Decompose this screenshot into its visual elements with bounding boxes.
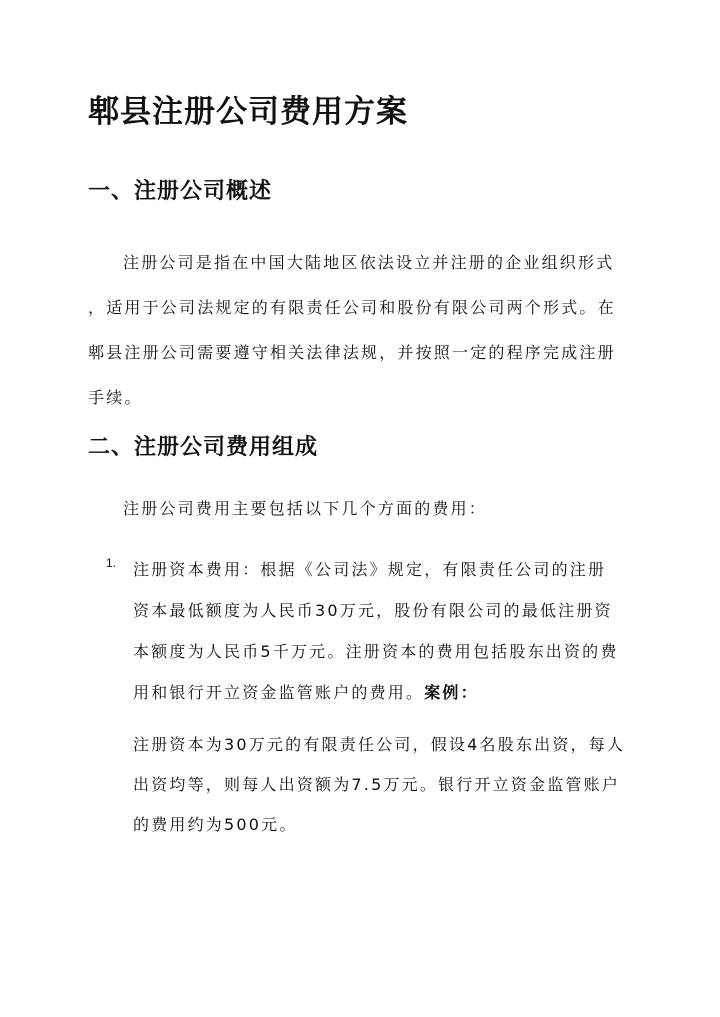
- list-line: 资本最低额度为人民币30万元，股份有限公司的最低注册资: [133, 601, 613, 620]
- document-title: 郫县注册公司费用方案: [88, 94, 408, 130]
- list-line-with-case: [133, 672, 619, 713]
- section-heading-overview: 一、注册公司概述: [88, 178, 273, 204]
- case-line: 的费用约为500元。: [133, 815, 298, 834]
- list-number: 1.: [106, 556, 117, 570]
- list-item-body: [133, 549, 619, 713]
- case-line: 出资均等，则每人出资额为7.5万元。银行开立资金监管账户: [133, 775, 621, 794]
- paragraph-line: 郫县注册公司需要遵守相关法律法规，并按照一定的程序完成注册: [88, 343, 616, 362]
- list-line: 用和银行开立资金监管账户的费用。: [133, 683, 425, 702]
- list-line: 本额度为人民币5千万元。注册资本的费用包括股东出资的费: [133, 642, 619, 661]
- case-text: [133, 725, 625, 845]
- case-label: 案例：: [424, 683, 479, 702]
- paragraph-line: 注册公司是指在中国大陆地区依法设立并注册的企业组织形式: [123, 253, 615, 272]
- case-line: 注册资本为30万元的有限责任公司，假设4名股东出资，每人: [133, 735, 626, 754]
- section-heading-fees: 二、注册公司费用组成: [88, 434, 319, 460]
- paragraph-line: ，适用于公司法规定的有限责任公司和股份有限公司两个形式。在: [88, 298, 616, 317]
- overview-paragraph: [88, 240, 616, 420]
- fees-intro: 注册公司费用主要包括以下几个方面的费用：: [123, 499, 488, 518]
- paragraph-line: 手续。: [88, 388, 143, 407]
- list-line: 注册资本费用：根据《公司法》规定，有限责任公司的注册: [133, 560, 607, 579]
